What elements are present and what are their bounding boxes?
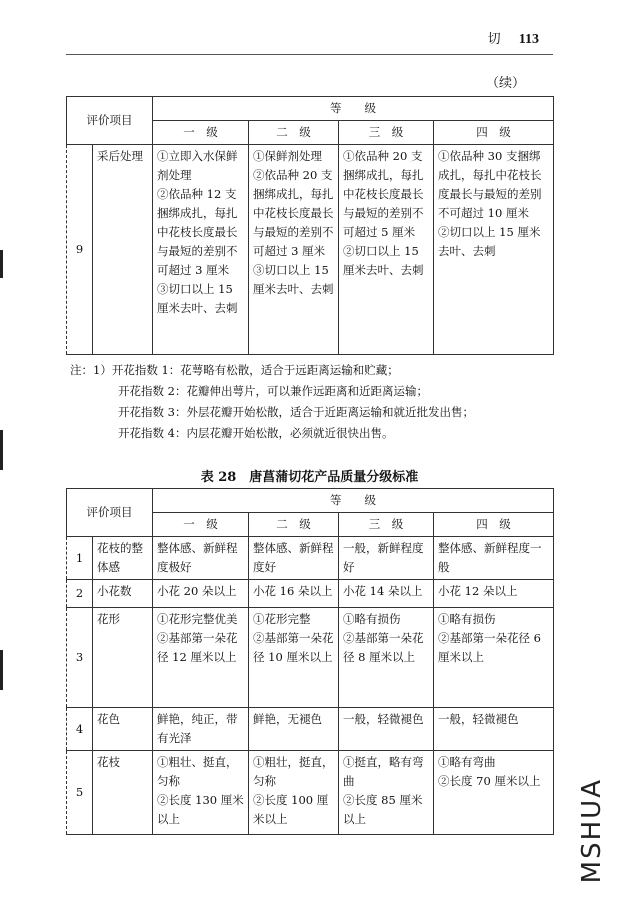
grade-1: 一 级	[153, 121, 249, 145]
cell: 小花 20 朵以上	[153, 580, 249, 608]
row-item: 小花数	[93, 580, 153, 608]
row-number: 9	[67, 145, 93, 355]
grade-1: 一 级	[153, 513, 249, 537]
cell: ①立即入水保鲜剂处理 ②依品种 12 支捆绑成扎，每扎中花枝长度最长与最短的差别不可超过 3 厘米 ③切口以上 15 厘米去叶、去刺	[153, 145, 249, 355]
header-item: 评价项目	[67, 489, 153, 537]
cell: 一般，轻微褪色	[434, 708, 554, 751]
cell: 整体感、新鲜程度好	[249, 537, 339, 580]
table-row	[67, 580, 554, 608]
cell: ①略有损伤 ②基部第一朵花径 6 厘米以上	[434, 608, 554, 708]
cell: ①粗壮，挺直，匀称 ②长度 100 厘米以上	[249, 751, 339, 835]
row-number: 4	[67, 708, 93, 751]
cell: ①挺直，略有弯曲 ②长度 85 厘米以上	[339, 751, 434, 835]
scan-edge-mark	[0, 430, 3, 470]
section-label: 切	[487, 32, 501, 47]
header-grade: 等 级	[153, 97, 554, 121]
grade-4: 四 级	[434, 513, 554, 537]
row-item: 采后处理	[93, 145, 153, 355]
watermark: MSHUA	[577, 777, 607, 883]
row-number: 5	[67, 751, 93, 835]
header-rule	[66, 54, 553, 55]
row-item: 花色	[93, 708, 153, 751]
continued-label: （续）	[485, 76, 525, 91]
cell: 整体感、新鲜程度一般	[434, 537, 554, 580]
header-grade: 等 级	[153, 489, 554, 513]
grade-3: 三 级	[339, 513, 434, 537]
note-line: 开花指数 4：内层花瓣开始松散，必须就近很快出售。	[118, 426, 394, 440]
row-number: 2	[67, 580, 93, 608]
cell: ①依品种 20 支捆绑成扎，每扎中花枝长度最长与最短的差别不可超过 5 厘米 ②切口以上 15 厘米去叶、去刺	[339, 145, 434, 355]
cell: ①略有损伤 ②基部第一朵花径 8 厘米以上	[339, 608, 434, 708]
cell: ①花形完整 ②基部第一朵花径 10 厘米以上	[249, 608, 339, 708]
cell: 小花 16 朵以上	[249, 580, 339, 608]
table-row	[67, 537, 554, 580]
table-row	[67, 751, 554, 835]
table-row	[67, 145, 554, 355]
page-header	[488, 28, 539, 48]
grade-4: 四 级	[434, 121, 554, 145]
page-number: 113	[518, 32, 539, 47]
grade-3: 三 级	[339, 121, 434, 145]
scan-edge-mark	[0, 250, 3, 278]
table-caption: 表 28 唐菖蒲切花产品质量分级标准	[200, 470, 419, 485]
row-item: 花枝	[93, 751, 153, 835]
table-gladiolus	[66, 488, 554, 835]
cell: 鲜艳，纯正，带有光泽	[153, 708, 249, 751]
table-row	[67, 708, 554, 751]
table1-header-row	[67, 97, 554, 121]
note-line: 开花指数 3：外层花瓣开始松散，适合于近距离运输和就近批发出售；	[118, 405, 474, 419]
row-item: 花枝的整体感	[93, 537, 153, 580]
row-number: 3	[67, 608, 93, 708]
cell: ①依品种 30 支捆绑成扎，每扎中花枝长度最长与最短的差别不可超过 10 厘米 ②切口以上 15 厘米去叶、去刺	[434, 145, 554, 355]
cell: ①粗壮、挺直，匀称 ②长度 130 厘米以上	[153, 751, 249, 835]
row-number: 1	[67, 537, 93, 580]
grade-2: 二 级	[249, 121, 339, 145]
table-notes	[70, 360, 560, 444]
note-line: 注：1）开花指数 1：花萼略有松散，适合于远距离运输和贮藏；	[70, 363, 399, 377]
cell: ①保鲜剂处理 ②依品种 20 支捆绑成扎，每扎中花枝长度最长与最短的差别不可超过 3 厘米 ③切口以上 15 厘米去叶、去刺	[249, 145, 339, 355]
row-item: 花形	[93, 608, 153, 708]
cell: ①花形完整优美 ②基部第一朵花径 12 厘米以上	[153, 608, 249, 708]
cell: 一般，新鲜程度好	[339, 537, 434, 580]
table-continued	[66, 96, 554, 355]
cell: 小花 14 朵以上	[339, 580, 434, 608]
scan-edge-mark	[0, 650, 3, 690]
cell: ①略有弯曲 ②长度 70 厘米以上	[434, 751, 554, 835]
cell: 鲜艳，无褪色	[249, 708, 339, 751]
cell: 小花 12 朵以上	[434, 580, 554, 608]
grade-2: 二 级	[249, 513, 339, 537]
cell: 一般，轻微褪色	[339, 708, 434, 751]
table2-header-row	[67, 489, 554, 513]
cell: 整体感、新鲜程度极好	[153, 537, 249, 580]
header-item: 评价项目	[67, 97, 153, 145]
table-row	[67, 608, 554, 708]
note-line: 开花指数 2：花瓣伸出萼片，可以兼作远距离和近距离运输；	[118, 384, 428, 398]
